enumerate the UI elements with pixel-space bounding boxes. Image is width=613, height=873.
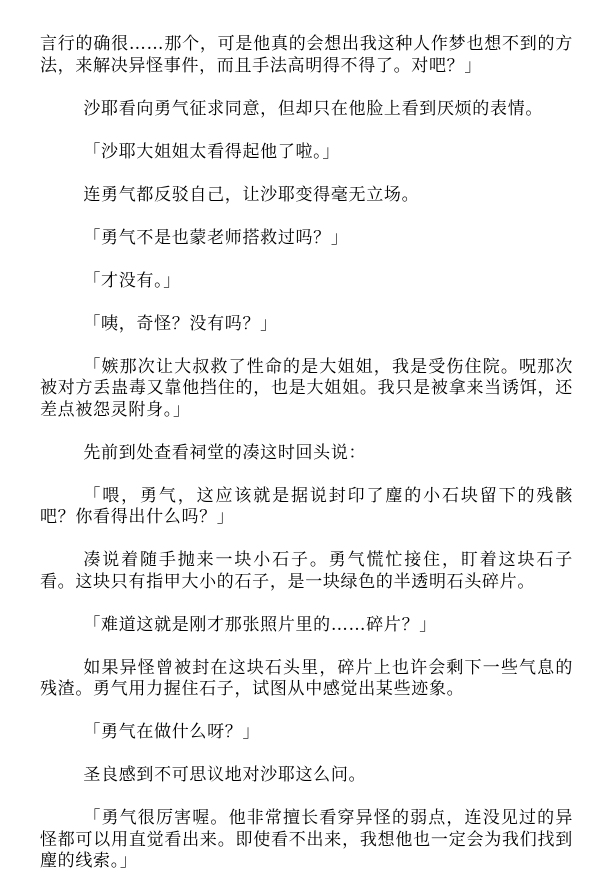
paragraph: 圣良感到不可思议地对沙耶这么问。 [83, 765, 367, 785]
paragraph-dialogue: 「勇气在做什么呀？」 [83, 722, 261, 742]
paragraph-dialogue: 「勇气很厉害喔。他非常擅长看穿异怪的弱点，连没见过的异怪都可以用直觉看出来。即使看不出来，我想他也一定会为我们找到麈的线索。」 [40, 808, 573, 871]
paragraph-dialogue: 「沙耶大姐姐太看得起他了啦。」 [83, 141, 341, 162]
paragraph-dialogue: 「嫉那次让大叔救了性命的是大姐姐，我是受伤住院。呪那次被对方丢蛊毒又靠他挡住的，也是大姐姐。我只是被拿来当诱饵，还差点被怨灵附身。」 [40, 356, 573, 420]
paragraph: 连勇气都反驳自己，让沙耶变得毫无立场。 [83, 184, 420, 205]
paragraph: 沙耶看向勇气征求同意，但却只在他脸上看到厌烦的表情。 [83, 98, 544, 119]
paragraph-dialogue: 「勇气不是也蒙老师搭救过吗？」 [83, 227, 349, 248]
paragraph: 先前到处查看祠堂的凑这时回头说： [83, 442, 367, 463]
paragraph: 言行的确很……那个，可是他真的会想出我这种人作梦也想不到的方法，来解决异怪事件，而且手法高明得不得了。对吧？」 [40, 34, 573, 76]
paragraph: 凑说着随手抛来一块小石子。勇气慌忙接住，盯着这块石子看。这块只有指甲大小的石子，是一块绿色的半透明石头碎片。 [40, 550, 573, 592]
paragraph-dialogue: 「咦，奇怪？没有吗？」 [83, 313, 278, 334]
paragraph-dialogue: 「难道这就是刚才那张照片里的……碎片？」 [83, 614, 437, 635]
paragraph-dialogue: 「才没有。」 [83, 270, 181, 291]
paragraph-dialogue: 「喂，勇气，这应该就是据说封印了麈的小石块留下的残骸吧？你看得出什么吗？」 [40, 485, 573, 527]
paragraph: 如果异怪曾被封在这块石头里，碎片上也许会剩下一些气息的残渣。勇气用力握住石子，试图从中感觉出某些迹象。 [40, 657, 573, 699]
